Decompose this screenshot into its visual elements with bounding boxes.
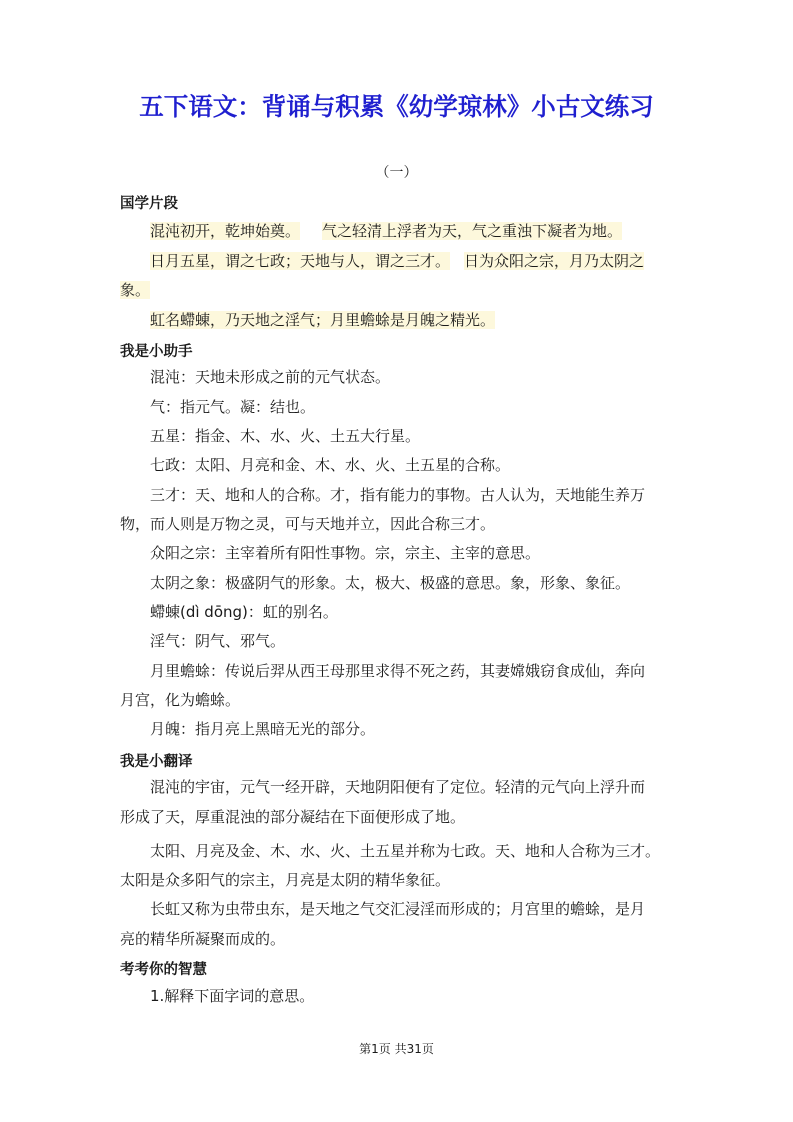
helper-line: 物，而人则是万物之灵，可与天地并立，因此合称三才。 bbox=[120, 515, 496, 533]
page-footer: 第1页 共31页 bbox=[359, 1042, 434, 1056]
helper-line: 混沌：天地未形成之前的元气状态。 bbox=[150, 368, 391, 386]
helper-line: 三才：天、地和人的合称。才，指有能力的事物。古人认为，天地能生养万 bbox=[150, 486, 646, 504]
translate-line: 长虹又称为虫带虫东，是天地之气交汇浸淫而形成的；月宫里的蟾蜍，是月 bbox=[150, 900, 646, 918]
translate-line: 混沌的宇宙，元气一经开辟，天地阴阳便有了定位。轻清的元气向上浮升而 bbox=[150, 778, 646, 796]
translate-line: 形成了天，厚重混浊的部分凝结在下面便形成了地。 bbox=[120, 808, 466, 826]
helper-line: 月魄：指月亮上黑暗无光的部分。 bbox=[150, 720, 376, 738]
helper-line: 螮蝀(dì dōng)：虹的别名。 bbox=[150, 603, 338, 621]
helper-line: 七政：太阳、月亮和金、木、水、火、土五星的合称。 bbox=[150, 456, 511, 474]
helper-line: 月宫，化为蟾蜍。 bbox=[120, 691, 241, 709]
helper-line: 淫气：阴气、邪气。 bbox=[150, 632, 286, 650]
guoxue-line-2b: 日为众阳之宗，月乃太阴之 bbox=[464, 252, 645, 270]
guoxue-line-3-text: 虹名螮蝀，乃天地之淫气；月里蟾蜍是月魄之精光。 bbox=[150, 311, 496, 329]
translate-line: 太阳、月亮及金、木、水、火、土五星并称为七政。天、地和人合称为三才。 bbox=[150, 842, 661, 860]
helper-line: 月里蟾蜍：传说后羿从西王母那里求得不死之药，其妻嫦娥窃食成仙，奔向 bbox=[150, 662, 646, 680]
guoxue-line-1a: 混沌初开，乾坤始奠。 bbox=[150, 222, 301, 240]
guoxue-line-2c: 象。 bbox=[120, 281, 151, 299]
guoxue-line-2-cont bbox=[120, 279, 150, 301]
guoxue-line-2a: 日月五星，谓之七政；天地与人，谓之三才。 bbox=[150, 252, 451, 270]
heading-guoxue: 国学片段 bbox=[120, 196, 178, 212]
guoxue-line-3 bbox=[150, 309, 495, 331]
helper-line: 五星：指金、木、水、火、土五大行星。 bbox=[150, 427, 421, 445]
heading-translate: 我是小翻译 bbox=[120, 754, 193, 770]
heading-helper: 我是小助手 bbox=[120, 344, 193, 360]
helper-line: 气：指元气。凝：结也。 bbox=[150, 398, 316, 416]
translate-line: 亮的精华所凝聚而成的。 bbox=[120, 930, 286, 948]
guoxue-line-1b: 气之轻清上浮者为天，气之重浊下凝者为地。 bbox=[322, 222, 623, 240]
guoxue-line-2 bbox=[150, 250, 644, 272]
page-title: 五下语文：背诵与积累《幼学琼林》小古文练习 bbox=[139, 92, 654, 121]
translate-line: 太阳是众多阳气的宗主，月亮是太阴的精华象征。 bbox=[120, 871, 451, 889]
helper-line: 太阴之象：极盛阴气的形象。太，极大、极盛的意思。象，形象、象征。 bbox=[150, 574, 631, 592]
test-question-1: 1.解释下面字词的意思。 bbox=[150, 987, 315, 1005]
helper-line: 众阳之宗：主宰着所有阳性事物。宗，宗主、主宰的意思。 bbox=[150, 544, 541, 562]
section-number: （一） bbox=[375, 165, 418, 181]
heading-test: 考考你的智慧 bbox=[120, 962, 207, 978]
guoxue-line-1 bbox=[150, 220, 622, 242]
